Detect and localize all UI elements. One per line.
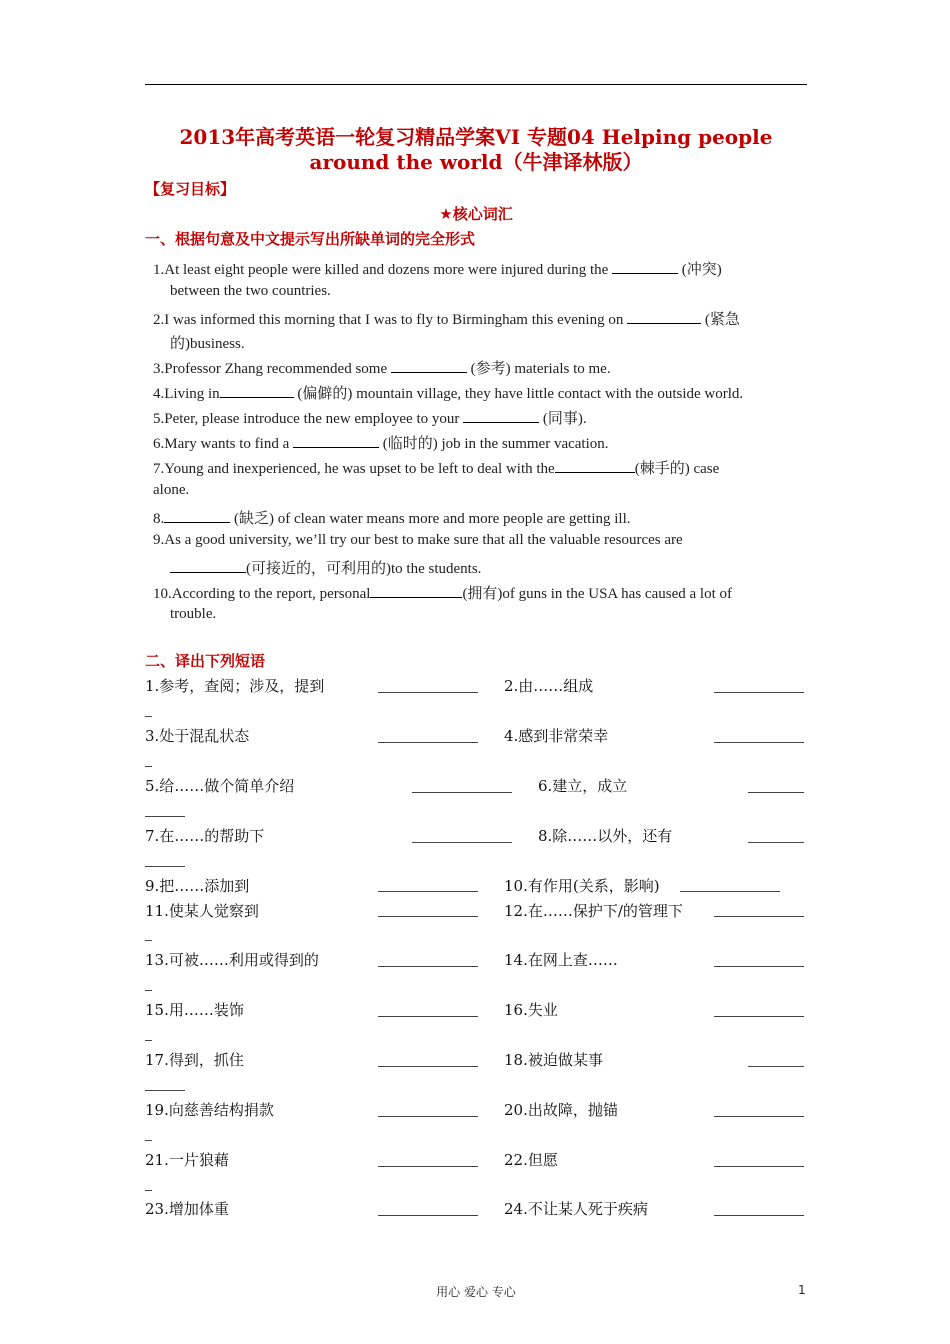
phrase-item: 4.感到非常荣幸	[504, 727, 609, 745]
phrase-item: 14.在网上查……	[504, 951, 618, 969]
answer-line[interactable]	[412, 842, 512, 843]
question-9-cont: (可接近的，可利用的)to the students.	[170, 557, 481, 578]
header-rule	[145, 84, 807, 85]
phrase-item: 9.把……添加到	[145, 877, 250, 895]
answer-line-cont[interactable]	[145, 990, 152, 991]
phrase-item: 16.失业	[504, 1001, 558, 1019]
answer-line[interactable]	[378, 742, 478, 743]
phrase-item: 11.使某人觉察到	[145, 902, 259, 920]
answer-blank[interactable]	[170, 560, 246, 573]
answer-blank[interactable]	[220, 385, 294, 398]
phrase-item: 7.在……的帮助下	[145, 827, 265, 845]
answer-line[interactable]	[714, 966, 804, 967]
answer-line[interactable]	[748, 1066, 804, 1067]
page-footer: 用心 爱心 专心	[436, 1285, 516, 1299]
answer-blank[interactable]	[370, 585, 462, 598]
answer-line-cont[interactable]	[145, 1140, 152, 1141]
answer-line[interactable]	[748, 842, 804, 843]
answer-blank[interactable]	[463, 410, 539, 423]
question-8: 8. (缺乏) of clean water means more and more people are getting ill.	[153, 511, 631, 527]
answer-line-cont[interactable]	[145, 716, 152, 717]
question-1-cont: between the two countries.	[170, 283, 331, 299]
answer-blank[interactable]	[391, 360, 467, 373]
answer-blank[interactable]	[555, 460, 635, 473]
section2-heading: 二、译出下列短语	[145, 652, 266, 670]
answer-blank[interactable]	[627, 311, 701, 324]
answer-line[interactable]	[378, 1016, 478, 1017]
question-4: 4.Living in (偏僻的) mountain village, they have little contact with the outside world.	[153, 386, 744, 402]
answer-line[interactable]	[714, 1116, 804, 1117]
answer-line[interactable]	[714, 692, 804, 693]
answer-line-cont[interactable]	[145, 766, 152, 767]
answer-line-cont[interactable]	[145, 940, 152, 941]
answer-line[interactable]	[378, 692, 478, 693]
answer-line-cont[interactable]	[145, 1190, 152, 1191]
answer-line[interactable]	[714, 1016, 804, 1017]
phrase-item: 17.得到，抓住	[145, 1051, 244, 1069]
answer-line[interactable]	[714, 916, 804, 917]
answer-line[interactable]	[748, 792, 804, 793]
answer-line-cont[interactable]	[145, 1090, 185, 1091]
page-title-line2: around the world（牛津译林版）	[309, 150, 643, 174]
question-5: 5.Peter, please introduce the new employee to your (同事).	[153, 411, 587, 427]
answer-line[interactable]	[412, 792, 512, 793]
answer-line[interactable]	[378, 1166, 478, 1167]
question-2: 2.I was informed this morning that I was to fly to Birmingham this evening on (紧急	[153, 312, 740, 328]
question-10: 10.According to the report, personal (拥有)of guns in the USA has caused a lot of	[153, 586, 732, 602]
page-number: 1	[798, 1283, 806, 1297]
review-goal-heading: 【复习目标】	[145, 180, 236, 198]
phrase-item: 21.一片狼藉	[145, 1151, 229, 1169]
answer-line-cont[interactable]	[145, 866, 185, 867]
phrase-item: 18.被迫做某事	[504, 1051, 603, 1069]
question-2-cont: 的)business.	[170, 336, 245, 352]
answer-line[interactable]	[680, 891, 780, 892]
phrase-item: 3.处于混乱状态	[145, 727, 250, 745]
answer-line-cont[interactable]	[145, 816, 185, 817]
answer-line[interactable]	[378, 891, 478, 892]
answer-line[interactable]	[378, 1066, 478, 1067]
answer-line[interactable]	[714, 1166, 804, 1167]
phrase-item: 2.由……组成	[504, 677, 594, 695]
question-3: 3.Professor Zhang recommended some (参考) materials to me.	[153, 361, 611, 377]
question-7-cont: alone.	[153, 482, 190, 498]
phrase-item: 6.建立，成立	[538, 777, 628, 795]
phrase-item: 13.可被……利用或得到的	[145, 951, 319, 969]
answer-line[interactable]	[378, 1215, 478, 1216]
answer-line[interactable]	[378, 966, 478, 967]
phrase-item: 5.给……做个简单介绍	[145, 777, 295, 795]
answer-line[interactable]	[378, 916, 478, 917]
phrase-item: 20.出故障，抛锚	[504, 1101, 618, 1119]
answer-blank[interactable]	[164, 510, 230, 523]
answer-line[interactable]	[714, 742, 804, 743]
answer-line[interactable]	[378, 1116, 478, 1117]
page-title-line1: 2013年高考英语一轮复习精品学案VI 专题04 Helping people	[179, 125, 773, 149]
phrase-item: 15.用……装饰	[145, 1001, 244, 1019]
phrase-item: 24.不让某人死于疾病	[504, 1200, 648, 1218]
core-vocab-heading: ★核心词汇	[439, 205, 513, 223]
question-1: 1.At least eight people were killed and dozens more were injured during the (冲突)	[153, 262, 722, 278]
phrase-item: 23.增加体重	[145, 1200, 229, 1218]
answer-line-cont[interactable]	[145, 1040, 152, 1041]
question-6: 6.Mary wants to find a (临时的) job in the summer vacation.	[153, 436, 609, 452]
section1-heading: 一、根据句意及中文提示写出所缺单词的完全形式	[145, 230, 476, 248]
question-9: 9.As a good university, we’ll try our best to make sure that all the valuable resources are	[153, 532, 683, 548]
answer-blank[interactable]	[293, 435, 379, 448]
phrase-item: 22.但愿	[504, 1151, 558, 1169]
question-7: 7.Young and inexperienced, he was upset to be left to deal with the (棘手的) case	[153, 461, 720, 477]
phrase-item: 1.参考，查阅；涉及，提到	[145, 677, 325, 695]
phrase-item: 8.除……以外，还有	[538, 827, 673, 845]
phrase-item: 12.在……保护下/的管理下	[504, 902, 683, 920]
answer-blank[interactable]	[612, 261, 678, 274]
phrase-item: 10.有作用(关系，影响)	[504, 877, 660, 895]
question-10-cont: trouble.	[170, 606, 217, 622]
phrase-item: 19.向慈善结构捐款	[145, 1101, 274, 1119]
answer-line[interactable]	[714, 1215, 804, 1216]
